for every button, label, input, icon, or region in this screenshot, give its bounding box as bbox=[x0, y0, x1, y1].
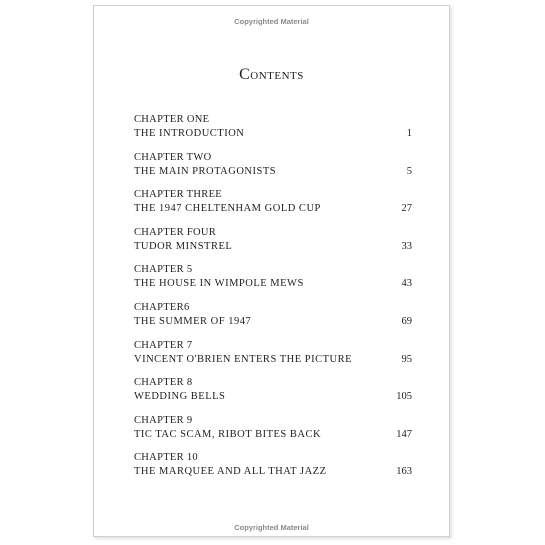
toc-page-number: 43 bbox=[401, 278, 412, 290]
toc-chapter-number: CHAPTER 7 bbox=[134, 339, 193, 351]
toc-chapter-title: THE MARQUEE AND ALL THAT JAZZ bbox=[134, 466, 327, 478]
toc-chapter-title: THE HOUSE IN WIMPOLE MEWS bbox=[134, 278, 304, 290]
toc-entry bbox=[134, 151, 412, 189]
toc-page-number: 1 bbox=[406, 128, 412, 139]
toc-chapter-title: TIC TAC SCAM, RIBOT BITES BACK bbox=[134, 428, 322, 440]
toc-page-number: 95 bbox=[401, 353, 412, 365]
toc-chapter-number: CHAPTER ONE bbox=[134, 114, 210, 125]
copyright-watermark-bottom: Copyrighted Material bbox=[234, 523, 309, 532]
toc-chapter-title: THE INTRODUCTION bbox=[134, 128, 245, 139]
toc-page-number: 5 bbox=[406, 165, 412, 177]
toc-chapter-number: CHAPTER 9 bbox=[134, 414, 193, 426]
toc-chapter-title: VINCENT O'BRIEN ENTERS THE PICTURE bbox=[134, 353, 353, 365]
toc-chapter-title: THE SUMMER OF 1947 bbox=[134, 315, 252, 327]
toc-chapter-title: WEDDING BELLS bbox=[134, 391, 226, 403]
toc-entry bbox=[134, 451, 412, 489]
toc-page-number: 147 bbox=[396, 428, 412, 440]
toc-entry bbox=[134, 414, 412, 452]
toc-page-number: 33 bbox=[401, 240, 412, 252]
toc-entry bbox=[134, 339, 412, 377]
toc-chapter-number: CHAPTER 8 bbox=[134, 377, 193, 389]
toc-entry bbox=[134, 263, 412, 301]
toc-entry bbox=[134, 376, 412, 414]
toc-entry bbox=[134, 226, 412, 264]
toc-chapter-number: CHAPTER FOUR bbox=[134, 226, 217, 238]
toc-page-number: 69 bbox=[401, 315, 412, 327]
toc-chapter-number: CHAPTER 10 bbox=[134, 452, 198, 464]
toc-entry bbox=[134, 188, 412, 226]
copyright-watermark-top: Copyrighted Material bbox=[234, 17, 309, 26]
toc-chapter-title: THE MAIN PROTAGONISTS bbox=[134, 165, 277, 177]
toc-page-number: 163 bbox=[396, 466, 412, 478]
toc-chapter-number: CHAPTER 5 bbox=[134, 264, 193, 276]
toc-page-number: 105 bbox=[396, 391, 412, 403]
toc-entry bbox=[134, 301, 412, 339]
table-of-contents bbox=[134, 113, 412, 489]
toc-chapter-number: CHAPTER TWO bbox=[134, 151, 212, 163]
book-page bbox=[93, 5, 450, 537]
toc-chapter-title: TUDOR MINSTREL bbox=[134, 240, 233, 252]
toc-page-number: 27 bbox=[401, 203, 412, 215]
toc-entry bbox=[134, 113, 412, 151]
page-title: Contents bbox=[239, 66, 304, 83]
toc-chapter-number: CHAPTER THREE bbox=[134, 189, 223, 201]
toc-chapter-title: THE 1947 CHELTENHAM GOLD CUP bbox=[134, 203, 321, 215]
toc-chapter-number: CHAPTER6 bbox=[134, 301, 190, 313]
